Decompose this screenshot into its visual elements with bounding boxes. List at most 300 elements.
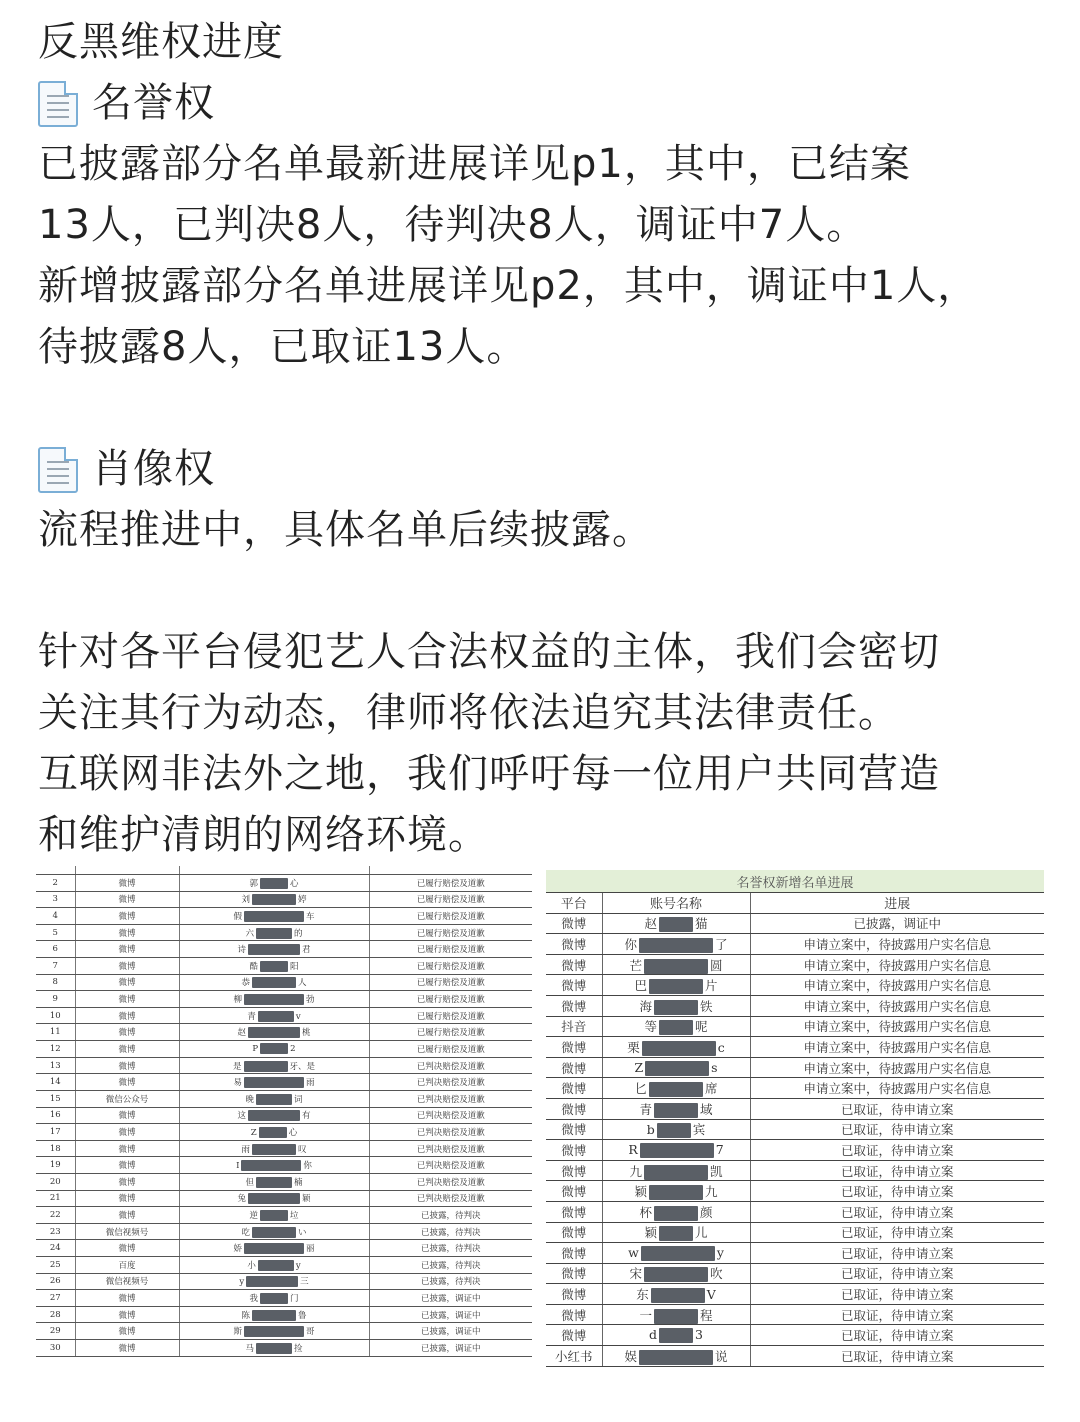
status-cell: 已取证，待申请立案 [750,1119,1044,1140]
platform-cell: 微博 [546,1119,602,1140]
platform-cell: 微博 [75,941,179,958]
account-name-start: 宋 [629,1266,642,1282]
account-name-end: 颖 [302,1194,311,1205]
redaction-bar [260,878,288,889]
status-cell: 已取证，待申请立案 [750,1160,1044,1181]
redaction-bar [659,1020,693,1035]
platform-cell: 微博 [75,891,179,908]
platform-cell: 微博 [546,1078,602,1099]
redaction-bar [256,1177,292,1188]
redaction-bar [258,1260,294,1271]
redaction-bar [639,1350,713,1365]
body-line: 流程推进中，具体名单后续披露。 [38,507,653,553]
redaction-bar [654,1206,698,1221]
account-name-start: 你 [624,936,637,952]
platform-cell: 微博 [75,958,179,975]
body-line: 已披露部分名单最新进展详见p1，其中，已结案 [38,141,911,187]
table-cell [36,866,75,875]
platform-cell: 微信视频号 [75,1273,179,1290]
redaction-bar [644,1165,708,1180]
account-name-end: 丽 [306,1244,315,1255]
platform-cell: 微博 [75,1107,179,1124]
row-number: 18 [36,1140,75,1157]
platform-cell: 微博 [75,1340,179,1357]
redaction-bar [659,1328,693,1343]
platform-cell: 微博 [546,913,602,934]
status-cell: 已履行赔偿及道歉 [369,908,532,925]
table-row [36,1306,532,1323]
status-cell: 已披露，待判决 [369,1273,532,1290]
status-cell: 已判决赔偿及道歉 [369,1090,532,1107]
account-name-cell [179,1057,369,1074]
platform-cell: 微博 [546,954,602,975]
account-name-cell [179,1340,369,1357]
status-cell: 已披露，待判决 [369,1207,532,1224]
account-name-end: 捡 [294,1343,303,1354]
account-name-cell [179,991,369,1008]
table-row [546,995,1044,1016]
table-row [36,1190,532,1207]
account-name-cell [179,1041,369,1058]
redaction-bar [644,1267,708,1282]
account-name-start: 雨 [241,1144,250,1155]
account-name-start: Z [250,1127,257,1138]
redaction-bar [659,917,693,932]
redaction-bar [659,1226,693,1241]
account-name-end: y [295,1260,301,1271]
account-name-cell [179,1140,369,1157]
body-line: 互联网非法外之地，我们呼吁每一位用户共同营造 [38,751,940,797]
account-name-start: Z [634,1059,644,1075]
redaction-bar [649,979,703,994]
status-cell: 已取证，待申请立案 [750,1098,1044,1119]
table-cell [75,866,179,875]
row-number: 2 [36,875,75,892]
table-row [546,1160,1044,1181]
table-row [546,1016,1044,1037]
account-name-start: 等 [644,1019,657,1035]
account-name-cell [602,1284,750,1305]
account-name-end: 铁 [700,998,713,1014]
status-cell: 已履行赔偿及道歉 [369,1024,532,1041]
status-cell: 已取证，待申请立案 [750,1304,1044,1325]
account-name-start: 诗 [237,945,246,956]
platform-cell: 微博 [546,1160,602,1181]
account-name-cell [602,1243,750,1264]
account-name-end: 桃 [302,1028,311,1039]
redaction-bar [256,1343,292,1354]
status-cell: 已履行赔偿及道歉 [369,958,532,975]
redaction-bar [248,1027,300,1038]
account-name-end: 心 [290,878,299,889]
redaction-bar [260,1293,288,1304]
redaction-bar [248,1193,300,1204]
account-name-cell [602,1098,750,1119]
platform-cell: 微博 [75,1140,179,1157]
account-name-start: 假 [233,912,242,923]
row-number: 17 [36,1124,75,1141]
status-cell: 申请立案中，待披露用户实名信息 [750,995,1044,1016]
row-number: 6 [36,941,75,958]
row-number: 11 [36,1024,75,1041]
redaction-bar [649,1082,703,1097]
platform-cell: 微博 [75,1074,179,1091]
account-name-cell [179,1107,369,1124]
row-number: 19 [36,1157,75,1174]
status-cell: 已披露，待判决 [369,1240,532,1257]
platform-cell: 微博 [546,1057,602,1078]
platform-cell: 微博 [75,1157,179,1174]
account-name-cell [602,1181,750,1202]
account-name-cell [602,995,750,1016]
row-number: 29 [36,1323,75,1340]
post-title: 反黑维权进度 [38,19,284,65]
redaction-bar [651,1288,705,1303]
status-cell: 已披露，调证中 [369,1306,532,1323]
platform-cell: 微博 [546,995,602,1016]
status-cell: 已取证，待申请立案 [750,1201,1044,1222]
account-name-end: 三 [300,1277,309,1288]
platform-cell: 微博 [546,934,602,955]
account-name-end: 雨 [306,1078,315,1089]
account-name-end: 3 [695,1327,703,1343]
account-name-start: 郭 [249,878,258,889]
row-number: 30 [36,1340,75,1357]
row-number: 24 [36,1240,75,1257]
account-name-end: 儿 [695,1225,708,1241]
table-row [546,1201,1044,1222]
redaction-bar [259,1127,287,1138]
platform-cell: 微博 [75,974,179,991]
account-name-cell [179,1090,369,1107]
account-name-end: い [298,1227,307,1238]
section-heading-label: 肖像权 [92,446,215,492]
account-name-end: 圆 [710,957,723,973]
table-row [36,1057,532,1074]
progress-table-image-2[interactable] [546,870,1044,1370]
row-number: 13 [36,1057,75,1074]
account-name-start: 小 [247,1260,256,1271]
column-header: 平台 [546,893,602,914]
status-cell: 已取证，待申请立案 [750,1181,1044,1202]
account-name-start: 青 [639,1101,652,1117]
account-name-end: c [717,1039,725,1055]
row-number: 10 [36,1007,75,1024]
row-number: 4 [36,908,75,925]
status-cell: 已披露，待判决 [369,1223,532,1240]
account-name-cell [602,1119,750,1140]
platform-cell: 微博 [546,1284,602,1305]
status-cell: 已履行赔偿及道歉 [369,974,532,991]
account-name-end: 域 [700,1101,713,1117]
table-row [36,1207,532,1224]
platform-cell: 微博 [546,1181,602,1202]
platform-cell: 微博 [75,1124,179,1141]
platform-cell: 微博 [75,1173,179,1190]
account-name-end: 人 [298,978,307,989]
account-name-start: 六 [245,928,254,939]
account-name-start: 刘 [241,895,250,906]
row-number: 12 [36,1041,75,1058]
account-name-start: 逆 [249,1210,258,1221]
redaction-bar [244,1243,304,1254]
account-name-end: 吹 [710,1266,723,1282]
platform-cell: 微博 [75,1190,179,1207]
account-name-start: 斯 [233,1327,242,1338]
platform-cell: 百度 [75,1257,179,1274]
account-name-end: 阳 [290,961,299,972]
platform-cell: 微博 [546,1304,602,1325]
table-row [36,908,532,925]
account-name-start: 易 [233,1078,242,1089]
redaction-bar [252,1227,296,1238]
account-name-start: 一 [639,1307,652,1323]
platform-cell: 微博 [546,1222,602,1243]
account-name-end: v [295,1011,301,1022]
row-number: 9 [36,991,75,1008]
table-row [36,924,532,941]
table-row [546,1098,1044,1119]
account-name-end: 车 [306,912,315,923]
table-row [36,1007,532,1024]
redaction-bar [260,1043,288,1054]
platform-cell: 微博 [546,1037,602,1058]
status-cell: 已取证，待申请立案 [750,1325,1044,1346]
account-name-start: 兔 [237,1194,246,1205]
section-heading-portrait [38,439,1058,500]
status-cell: 申请立案中，待披露用户实名信息 [750,975,1044,996]
platform-cell: 微博 [75,1007,179,1024]
table-row [36,1173,532,1190]
account-name-start: 柳 [233,995,242,1006]
account-name-start: 九 [629,1163,642,1179]
table-row [546,934,1044,955]
row-number: 5 [36,924,75,941]
platform-cell: 微博 [546,1263,602,1284]
account-name-end: 呢 [695,1019,708,1035]
status-cell: 已披露，调证中 [750,913,1044,934]
redaction-bar [260,1210,288,1221]
table-row [36,958,532,975]
account-name-end: 鲁 [298,1310,307,1321]
account-name-end: 你 [303,1161,312,1172]
account-name-cell [179,1240,369,1257]
table-row [36,1273,532,1290]
row-number: 25 [36,1257,75,1274]
account-name-cell [179,1323,369,1340]
account-name-cell [602,975,750,996]
column-header: 进展 [750,893,1044,914]
status-cell: 已履行赔偿及道歉 [369,924,532,941]
row-number: 27 [36,1290,75,1307]
redaction-bar [654,1103,698,1118]
progress-table-image-1[interactable] [36,866,532,1366]
account-name-start: y [239,1277,245,1288]
account-name-cell [179,908,369,925]
redaction-bar [241,1160,301,1171]
table-title: 名誉权新增名单进展 [546,870,1044,893]
account-name-start: 恭 [241,978,250,989]
redaction-bar [252,977,296,988]
table-row [546,1037,1044,1058]
account-name-start: 这 [237,1111,246,1122]
body-line: 针对各平台侵犯艺人合法权益的主体，我们会密切 [38,629,940,675]
table-row [36,1240,532,1257]
platform-cell: 微博 [75,1057,179,1074]
account-name-cell [602,1078,750,1099]
platform-cell: 微信公众号 [75,1090,179,1107]
column-header: 账号名称 [602,893,750,914]
account-name-start: 东 [636,1287,649,1303]
platform-cell: 微博 [75,1024,179,1041]
platform-cell: 微博 [75,924,179,941]
account-name-cell [179,1074,369,1091]
redaction-bar [649,1185,703,1200]
account-name-start: 是 [232,1061,242,1072]
account-name-cell [179,1223,369,1240]
table-row [546,1304,1044,1325]
status-cell: 已履行赔偿及道歉 [369,1007,532,1024]
row-number: 3 [36,891,75,908]
redaction-bar [244,1326,304,1337]
platform-cell: 微博 [546,1098,602,1119]
account-name-start: 娱 [624,1348,637,1364]
body-line: 和维护清朗的网络环境。 [38,812,489,858]
account-name-end: 心 [288,1127,298,1138]
account-name-cell [179,1007,369,1024]
account-name-cell [602,1057,750,1078]
platform-cell: 微博 [75,1240,179,1257]
section-heading-reputation [38,73,1058,134]
account-name-cell [179,891,369,908]
account-name-end: 有 [302,1111,311,1122]
table-row [546,1284,1044,1305]
account-name-cell [602,1222,750,1243]
table-row [36,1257,532,1274]
row-number: 20 [36,1173,75,1190]
table-row [546,1057,1044,1078]
redaction-bar [260,961,288,972]
redaction-bar [252,1144,296,1155]
account-name-end: 的 [294,928,303,939]
table-row [36,1124,532,1141]
table-row [36,1107,532,1124]
redaction-bar [644,959,708,974]
row-number: 14 [36,1074,75,1091]
redaction-bar [256,1094,292,1105]
platform-cell: 抖音 [546,1016,602,1037]
redaction-bar [248,1110,300,1121]
account-name-end: 说 [715,1348,728,1364]
status-cell: 已取证，待申请立案 [750,1346,1044,1367]
account-name-end: 勃 [306,995,315,1006]
table-row [36,1140,532,1157]
account-name-start: 我 [249,1294,258,1305]
account-name-end: 门 [290,1294,299,1305]
table-cell [369,866,532,875]
account-name-cell [179,1024,369,1041]
account-name-cell [179,875,369,892]
account-name-cell [602,1201,750,1222]
table-row [36,875,532,892]
account-name-end: y [716,1244,724,1260]
status-cell: 申请立案中，待披露用户实名信息 [750,934,1044,955]
redaction-bar [244,911,304,922]
account-name-end: 婷 [298,895,307,906]
platform-cell: 微博 [75,908,179,925]
account-name-cell [602,1160,750,1181]
redaction-bar [244,1077,304,1088]
redaction-bar [244,1061,288,1072]
platform-cell: 微博 [75,1041,179,1058]
status-cell: 已判决赔偿及道歉 [369,1074,532,1091]
table-row [546,1181,1044,1202]
platform-cell: 微博 [75,875,179,892]
account-name-start: 赵 [237,1028,246,1039]
account-name-cell [179,1273,369,1290]
table-row [36,1290,532,1307]
account-name-end: 片 [705,978,718,994]
table-row [36,1223,532,1240]
account-name-cell [179,924,369,941]
table-row [546,1263,1044,1284]
account-name-end: 垃 [290,1210,299,1221]
account-name-cell [602,1304,750,1325]
table-row [36,1157,532,1174]
account-name-start: 颖 [634,1184,647,1200]
redaction-bar [654,1000,698,1015]
account-name-end: 颜 [700,1204,713,1220]
account-name-start: I [236,1161,240,1172]
account-name-end: 猫 [695,916,708,932]
account-name-cell [602,1325,750,1346]
account-name-cell [179,974,369,991]
redaction-bar [256,928,292,939]
redaction-bar [244,994,304,1005]
account-name-cell [602,934,750,955]
status-cell: 已披露，调证中 [369,1340,532,1357]
row-number: 16 [36,1107,75,1124]
table-row [36,1340,532,1357]
account-name-end: 词 [294,1094,303,1105]
account-name-start: 马 [245,1343,254,1354]
account-name-end: 席 [705,1081,718,1097]
platform-cell: 微博 [546,1243,602,1264]
post-body [38,12,1058,866]
row-number: 22 [36,1207,75,1224]
new-reputation-progress-table [546,870,1044,1367]
account-name-cell [602,1346,750,1367]
redaction-bar [642,1041,716,1056]
account-name-cell [179,1124,369,1141]
account-name-cell [179,958,369,975]
account-name-start: d [649,1327,658,1343]
account-name-cell [602,1140,750,1161]
section-heading-label: 名誉权 [92,80,215,126]
account-name-end: 了 [715,936,728,952]
account-name-cell [179,1306,369,1323]
account-name-start: 吃 [241,1227,250,1238]
table-row [546,1078,1044,1099]
row-number: 7 [36,958,75,975]
status-cell: 已履行赔偿及道歉 [369,1041,532,1058]
account-name-end: 宾 [692,1122,706,1138]
status-cell: 已取证，待申请立案 [750,1243,1044,1264]
table-row [546,1140,1044,1161]
table-row [36,1024,532,1041]
account-name-cell [602,1037,750,1058]
account-name-start: 巴 [634,978,647,994]
